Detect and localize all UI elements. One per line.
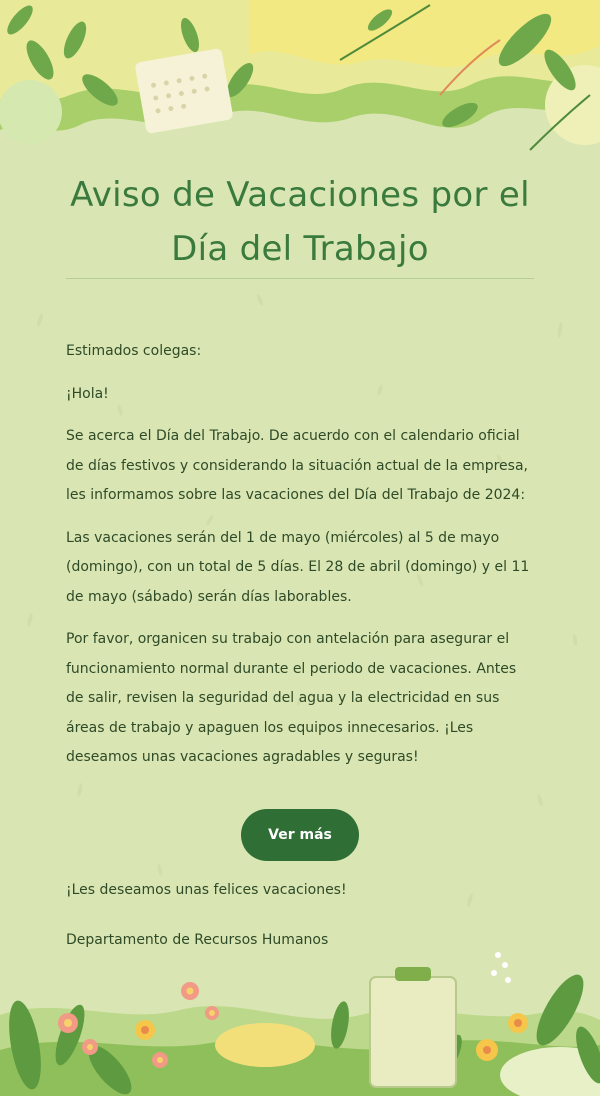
- calendar-icon: [134, 48, 233, 134]
- intro-paragraph: Se acerca el Día del Trabajo. De acuerdo con el calendario oficial de días festivos y considerando la situación actual de la empresa, les informamos sobre las vacaciones del Día del Trabajo de 2024:: [66, 428, 528, 503]
- title-divider: [66, 278, 534, 279]
- bottom-foliage-illustration: [0, 935, 600, 1096]
- advice-paragraph: Por favor, organicen su trabajo con antelación para asegurar el funcionamiento normal durante el periodo de vacaciones. Antes de salir, revisen la seguridad del agua y la electricidad en sus áreas de trabajo y apaguen los equipos innecesarios. ¡Les deseamos unas vacaciones agradables y seguras!: [66, 631, 517, 765]
- top-foliage-illustration: [0, 0, 600, 175]
- hello-text: ¡Hola!: [66, 385, 109, 402]
- flower-illustration: [491, 952, 511, 983]
- dates-paragraph: Las vacaciones serán del 1 de mayo (miércoles) al 5 de mayo (domingo), con un total de 5 días. El 28 de abril (domingo) y el 11 de mayo (sábado) serán días laborables.: [66, 529, 530, 605]
- signature-text: Departamento de Recursos Humanos: [66, 931, 329, 948]
- clipboard-icon: [370, 967, 456, 1087]
- greeting-text: Estimados colegas:: [66, 343, 202, 359]
- page-title: Aviso de Vacaciones por el Día del Trabajo: [70, 175, 530, 269]
- closing-text: ¡Les deseamos unas felices vacaciones!: [66, 882, 347, 898]
- message-body: [66, 337, 536, 786]
- see-more-button[interactable]: Ver más: [241, 809, 359, 861]
